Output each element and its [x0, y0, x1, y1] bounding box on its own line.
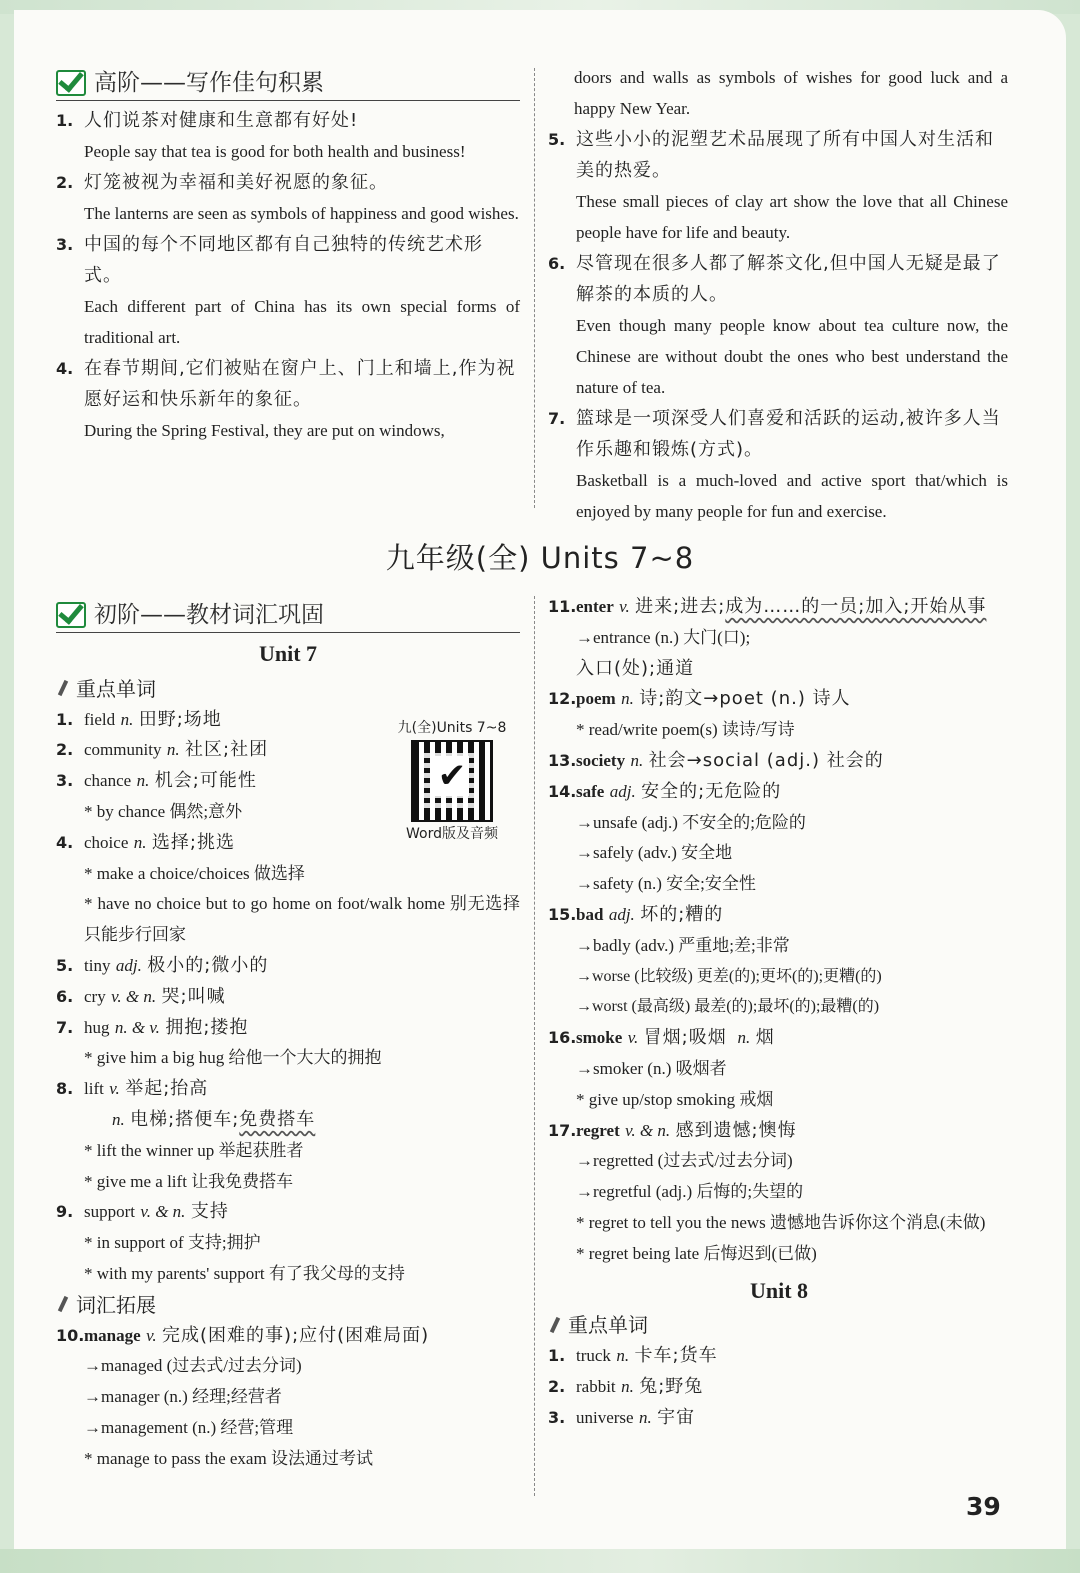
advanced-left-column: [56, 66, 520, 446]
page-number: 39: [966, 1492, 1001, 1521]
unit-heading: Unit 7: [258, 641, 318, 666]
qr-code-block[interactable]: 九(全)Units 7~8 ✔ Word版及音频: [380, 718, 524, 844]
word-entry: 13. society n. 社会→social (adj.) 社会的: [548, 749, 884, 771]
basic-right-column: [548, 592, 1010, 1434]
pen-icon: [548, 1317, 562, 1335]
word-entry: 12. poem n. 诗;韵文→poet (n.) 诗人 * read/write poem(s) 读诗/写诗: [548, 688, 851, 740]
word-entry: 15. bad adj. 坏的;糟的 →badly (adv.) 严重地;差;非常 →worse (比较级) 更差(的);更坏(的);更糟(的) →worst (最高级) 最差(的);最坏(的);最糟(的): [548, 903, 882, 1016]
bottom-band: [0, 1549, 1080, 1573]
checkbox-icon: [56, 70, 86, 96]
key-words-heading: 重点单词: [56, 674, 520, 705]
list-item: 6. 尽管现在很多人都了解茶文化,但中国人无疑是最了解茶的本质的人。 Even though many people know about tea culture now, the Chinese are without doubt the ones who best understand the nature of tea.: [548, 253, 1008, 397]
list-item: 1. 人们说茶对健康和生意都有好处! People say that tea is good for both health and business!: [56, 110, 466, 161]
word-entry: 14. safe adj. 安全的;无危险的 →unsafe (adj.) 不安全的;危险的 →safely (adv.) 安全地 →safety (n.) 安全;安全性: [548, 780, 806, 894]
grade-title: 九年级(全) Units 7~8: [385, 541, 695, 575]
word-entry: 2. rabbit n. 兔;野兔: [548, 1375, 704, 1397]
pen-icon: [56, 680, 70, 698]
word-entry: 11. enter v. 进来;进去;成为……的一员;加入;开始从事 →entrance (n.) 大门(口); 入口(处);通道: [548, 596, 987, 679]
checkbox-icon: [56, 602, 86, 628]
column-divider: [534, 68, 535, 508]
word-entry: 16. smoke v. 冒烟;吸烟 n. 烟 →smoker (n.) 吸烟者 * give up/stop smoking 戒烟: [548, 1027, 775, 1109]
word-entry: 3. universe n. 宇宙: [548, 1406, 696, 1428]
list-item: 4. 在春节期间,它们被贴在窗户上、门上和墙上,作为祝愿好运和快乐新年的象征。 During the Spring Festival, they are put on windows,: [56, 358, 516, 440]
word-entry: 6. cry v. & n. 哭;叫喊: [56, 985, 226, 1007]
advanced-heading: 高阶——写作佳句积累: [56, 66, 520, 101]
word-entry: 10. manage v. 完成(困难的事);应付(困难局面) →managed (过去式/过去分词) →manager (n.) 经理;经营者 →management (n.) 经营;管理 * manage to pass the exam 设法通过考试: [56, 1324, 430, 1468]
basic-heading: 初阶——教材词汇巩固: [56, 598, 520, 633]
column-divider: [534, 596, 535, 1496]
list-item: 3. 中国的每个不同地区都有自己独特的传统艺术形式。 Each different part of China has its own special forms of traditional art.: [56, 234, 520, 347]
pen-icon: [56, 1296, 70, 1314]
word-entry: 1. truck n. 卡车;货车: [548, 1345, 718, 1367]
list-item: 2. 灯笼被视为幸福和美好祝愿的象征。 The lanterns are seen as symbols of happiness and good wishes.: [56, 172, 519, 223]
vocab-extension-heading: 词汇拓展: [56, 1290, 520, 1321]
list-item: 7. 篮球是一项深受人们喜爱和活跃的运动,被许多人当作乐趣和锻炼(方式)。 Basketball is a much-loved and active sport that/which is enjoyed by many people for fun and exercise.: [548, 408, 1008, 521]
word-entry: 7. hug n. & v. 拥抱;搂抱 * give him a big hug 给他一个大大的拥抱: [56, 1016, 382, 1068]
word-entry: 4. choice n. 选择;挑选 * make a choice/choices 做选择 * have no choice but to go home on foot/walk home 别无选择只能步行回家: [56, 831, 520, 945]
word-entry: 5. tiny adj. 极小的;微小的: [56, 954, 269, 976]
advanced-right-column: doors and walls as symbols of wishes for good luck and a happy New Year. 5. 这些小小的泥塑艺术品展现了所有中国人对生活和美的热爱。 These small pieces of clay art show the love that all Chinese people have for life and beauty. 6. 尽管现在很多人都了解茶文化,但中国人无疑是最了解茶的本质的人。 Even though many people know about tea culture now, the Chinese are without doubt the ones who best understand the nature of tea. 7. 篮球是一项深受人们喜爱和活跃的运动,被许多人当作乐趣和锻炼(方式)。 Basketball is a much-loved and active sport that/which is enjoyed by many people for fun and exercise.: [548, 62, 1008, 527]
word-entry: 2. community n. 社区;社团: [56, 739, 269, 761]
qr-code-icon[interactable]: [411, 740, 493, 822]
word-entry: 9. support v. & n. 支持 * in support of 支持;拥护 * with my parents' support 有了我父母的支持: [56, 1201, 405, 1283]
word-entry: 17. regret v. & n. 感到遗憾;懊悔 →regretted (过去式/过去分词) →regretful (adj.) 后悔的;失望的 * regret to tell you the news 遗憾地告诉你这个消息(未做) * regret being late 后悔迟到(已做): [548, 1119, 986, 1263]
key-words-heading: 重点单词: [548, 1310, 1010, 1341]
word-entry: 1. field n. 田野;场地: [56, 708, 222, 730]
word-entry: 3. chance n. 机会;可能性 * by chance 偶然;意外: [56, 770, 257, 821]
unit-heading: Unit 8: [749, 1277, 809, 1303]
list-item: 5. 这些小小的泥塑艺术品展现了所有中国人对生活和美的热爱。 These small pieces of clay art show the love that all Chinese people have for life and beauty.: [548, 129, 1008, 242]
word-entry: 8. lift v. 举起;抬高 n. 电梯;搭便车;免费搭车 * lift the winner up 举起获胜者 * give me a lift 让我免费搭车: [56, 1078, 316, 1191]
